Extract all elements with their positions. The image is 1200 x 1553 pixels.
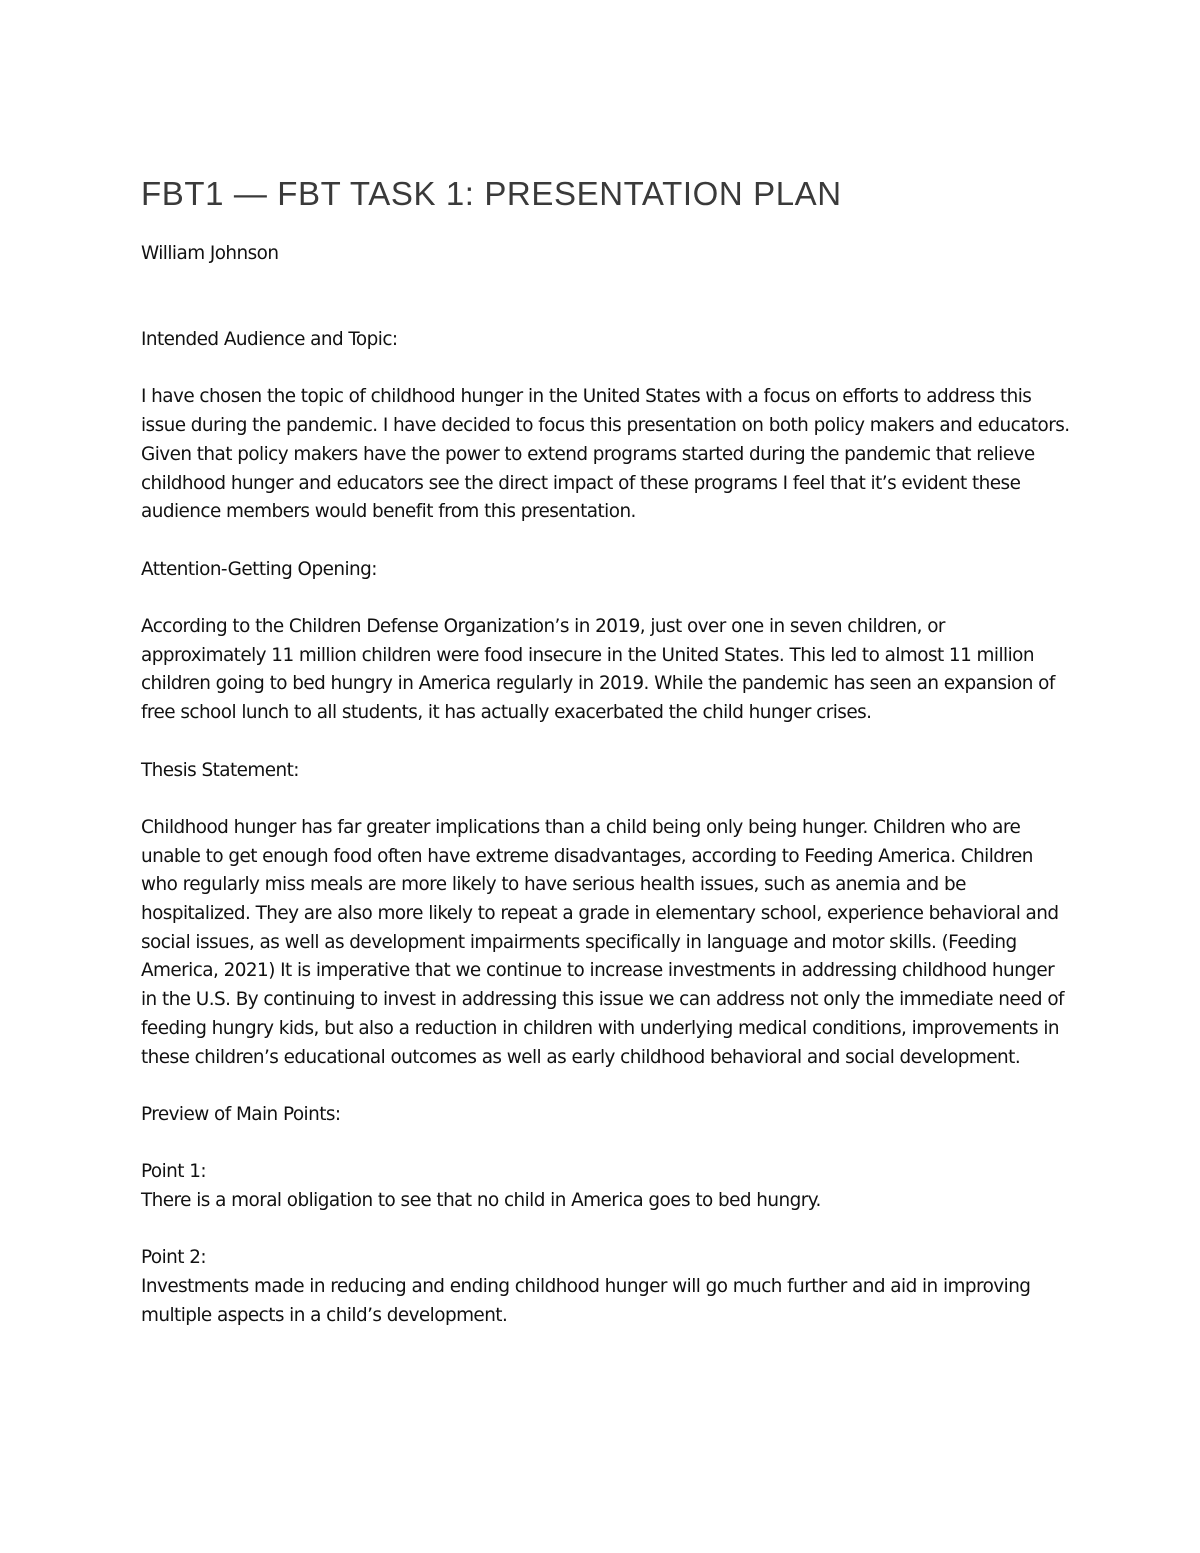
author-name: William Johnson	[141, 243, 279, 264]
document-body	[141, 240, 1071, 1359]
thesis-paragraph: Childhood hunger has far greater implications than a child being only being hunger. Children who are unable to get enough food often have extreme disadvantages, according to Feeding America. Children who regularly miss meals are more likely to have serious health issues, such as anemia and be hospitalized. They are also more likely to repeat a grade in elementary school, experience behavioral and social issues, as well as development impairments specifically in language and motor skills. (Feeding America, 2021) It is imperative that we continue to increase investments in addressing childhood hunger in the U.S. By continuing to invest in addressing this issue we can address not only the immediate need of feeding hungry kids, but also a reduction in children with underlying medical conditions, improvements in these children’s educational outcomes as well as early childhood behavioral and social development.	[141, 816, 1064, 1068]
point-1-label: Point 1:	[141, 1161, 207, 1183]
point-2-label: Point 2:	[141, 1247, 207, 1269]
opening-paragraph: According to the Children Defense Organization’s in 2019, just over one in seven children, or approximately 11 million children were food insecure in the United States. This led to almost 11 million children going to bed hungry in America regularly in 2019. While the pandemic has seen an expansion of free school lunch to all students, it has actually exacerbated the child hunger crises.	[141, 616, 1055, 724]
document-title: FBT1 — FBT TASK 1: PRESENTATION PLAN	[141, 175, 842, 212]
preview-heading: Preview of Main Points:	[141, 1103, 341, 1125]
thesis-heading: Thesis Statement:	[141, 759, 299, 781]
audience-paragraph: I have chosen the topic of childhood hunger in the United States with a focus on efforts to address this issue during the pandemic. I have decided to focus this presentation on both policy makers and educators. Given that policy makers have the power to extend programs started during the pandemic that relieve childhood hunger and educators see the direct impact of these programs I feel that it’s evident these audience members would benefit from this presentation.	[141, 386, 1070, 523]
opening-heading: Attention-Getting Opening:	[141, 558, 377, 580]
point-1-text: There is a moral obligation to see that no child in America goes to bed hungry.	[141, 1190, 821, 1212]
audience-heading: Intended Audience and Topic:	[141, 329, 398, 351]
point-2-text: Investments made in reducing and ending childhood hunger will go much further and aid in improving multiple aspects in a child’s development.	[141, 1276, 1031, 1326]
